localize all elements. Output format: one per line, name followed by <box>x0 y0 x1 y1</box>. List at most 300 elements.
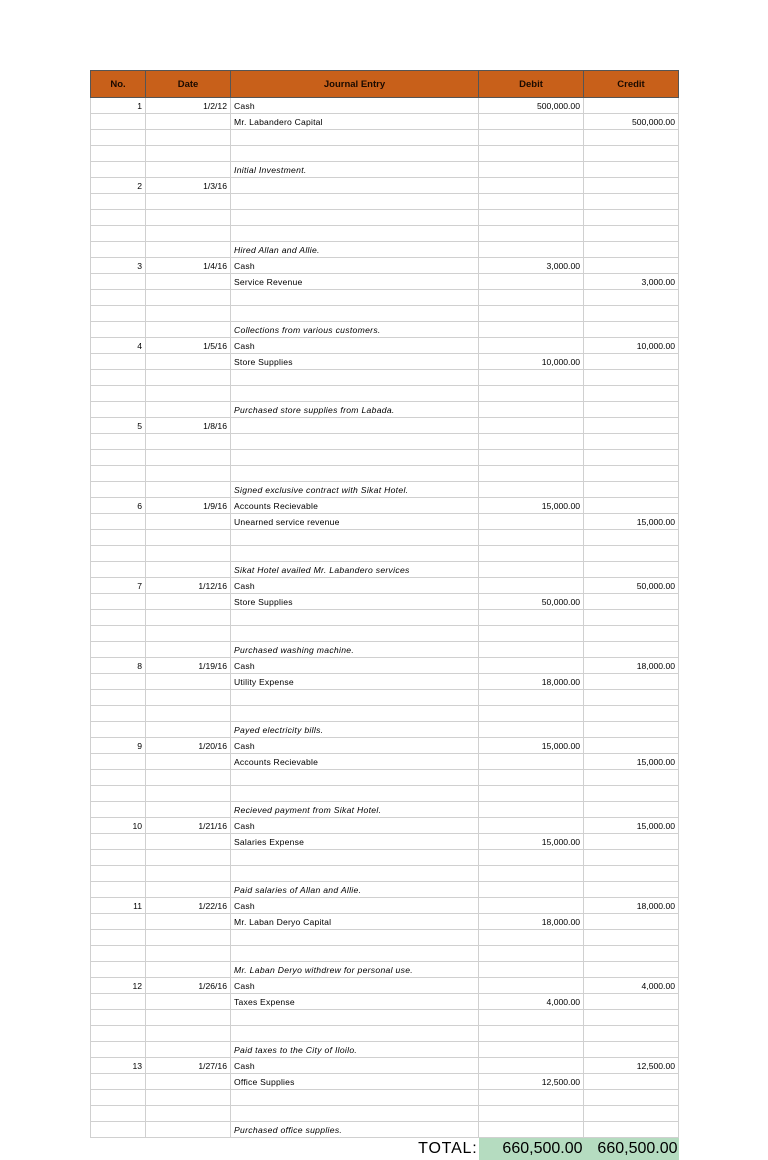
entry-date <box>146 274 231 290</box>
account-name: Accounts Recievable <box>231 754 479 770</box>
account-name <box>231 418 479 434</box>
empty-cell <box>146 146 231 162</box>
spacer-row <box>91 1090 679 1106</box>
empty-cell <box>479 546 584 562</box>
total-label: TOTAL: <box>231 1138 479 1160</box>
empty-cell <box>479 962 584 978</box>
journal-line-row <box>91 738 679 754</box>
account-name: Service Revenue <box>231 274 479 290</box>
account-name: Office Supplies <box>231 1074 479 1090</box>
entry-number: 7 <box>91 578 146 594</box>
empty-cell <box>231 866 479 882</box>
account-name: Cash <box>231 258 479 274</box>
empty-cell <box>584 546 679 562</box>
empty-cell <box>146 210 231 226</box>
account-name: Store Supplies <box>231 354 479 370</box>
empty-cell <box>479 386 584 402</box>
credit-amount <box>584 258 679 274</box>
empty-cell <box>146 466 231 482</box>
journal-line-row <box>91 194 679 210</box>
empty-cell <box>91 530 146 546</box>
entry-description: Signed exclusive contract with Sikat Hotel. <box>231 482 479 498</box>
debit-amount <box>479 754 584 770</box>
empty-cell <box>146 642 231 658</box>
empty-cell <box>231 770 479 786</box>
empty-cell <box>91 882 146 898</box>
empty-cell <box>91 130 146 146</box>
empty-cell <box>479 882 584 898</box>
journal-line-row <box>91 1074 679 1090</box>
debit-amount: 15,000.00 <box>479 738 584 754</box>
journal-line-row <box>91 354 679 370</box>
entry-description: Purchased office supplies. <box>231 1122 479 1138</box>
credit-amount <box>584 498 679 514</box>
empty-cell <box>584 1122 679 1138</box>
spacer-row <box>91 770 679 786</box>
empty-cell <box>231 610 479 626</box>
empty-cell <box>231 146 479 162</box>
empty-cell <box>146 786 231 802</box>
empty-cell <box>479 482 584 498</box>
empty-cell <box>91 306 146 322</box>
journal-line-row <box>91 274 679 290</box>
empty-cell <box>146 546 231 562</box>
empty-cell <box>91 786 146 802</box>
empty-cell <box>91 946 146 962</box>
spacer-row <box>91 146 679 162</box>
spacer-row <box>91 866 679 882</box>
entry-number <box>91 194 146 210</box>
note-row <box>91 562 679 578</box>
empty-cell <box>479 290 584 306</box>
entry-date: 1/27/16 <box>146 1058 231 1074</box>
entry-number <box>91 514 146 530</box>
debit-amount <box>479 514 584 530</box>
empty-cell <box>91 450 146 466</box>
spacer-row <box>91 450 679 466</box>
empty-cell <box>584 1042 679 1058</box>
empty-cell <box>231 1090 479 1106</box>
debit-amount: 10,000.00 <box>479 354 584 370</box>
entry-description: Mr. Laban Deryo withdrew for personal use. <box>231 962 479 978</box>
empty-cell <box>584 162 679 178</box>
debit-amount <box>479 418 584 434</box>
empty-cell <box>584 722 679 738</box>
entry-number: 2 <box>91 178 146 194</box>
journal-line-row <box>91 754 679 770</box>
entry-date <box>146 754 231 770</box>
entry-number: 9 <box>91 738 146 754</box>
empty-cell <box>479 226 584 242</box>
empty-cell <box>146 1026 231 1042</box>
spacer-row <box>91 386 679 402</box>
spacer-row <box>91 130 679 146</box>
empty-cell <box>146 530 231 546</box>
entry-date <box>146 114 231 130</box>
entry-number <box>91 674 146 690</box>
entry-description: Initial Investment. <box>231 162 479 178</box>
empty-cell <box>479 466 584 482</box>
empty-cell <box>584 706 679 722</box>
empty-cell <box>231 1106 479 1122</box>
empty-cell <box>146 162 231 178</box>
empty-cell <box>91 1010 146 1026</box>
entry-date <box>146 674 231 690</box>
entry-number <box>91 754 146 770</box>
debit-amount: 3,000.00 <box>479 258 584 274</box>
credit-amount <box>584 434 679 450</box>
note-row <box>91 482 679 498</box>
empty-cell <box>584 626 679 642</box>
empty-cell <box>584 226 679 242</box>
empty-cell <box>146 930 231 946</box>
empty-cell <box>584 242 679 258</box>
empty-cell <box>584 946 679 962</box>
account-name: Cash <box>231 978 479 994</box>
entry-number: 12 <box>91 978 146 994</box>
note-row <box>91 1122 679 1138</box>
entry-date <box>146 354 231 370</box>
empty-cell <box>146 290 231 306</box>
empty-cell <box>91 706 146 722</box>
empty-cell <box>91 210 146 226</box>
empty-cell <box>146 450 231 466</box>
journal-line-row <box>91 594 679 610</box>
empty-cell <box>91 146 146 162</box>
entry-date: 1/22/16 <box>146 898 231 914</box>
empty-cell <box>146 1010 231 1026</box>
entry-number <box>91 994 146 1010</box>
empty-cell <box>584 386 679 402</box>
spacer-row <box>91 1010 679 1026</box>
journal-table <box>90 70 679 1160</box>
empty-cell <box>479 370 584 386</box>
journal-line-row <box>91 898 679 914</box>
entry-number <box>91 834 146 850</box>
entry-date: 1/4/16 <box>146 258 231 274</box>
empty-cell <box>146 306 231 322</box>
entry-date <box>146 1074 231 1090</box>
note-row <box>91 242 679 258</box>
empty-cell <box>479 1010 584 1026</box>
empty-cell <box>231 306 479 322</box>
entry-number: 4 <box>91 338 146 354</box>
empty-cell <box>91 610 146 626</box>
account-name: Cash <box>231 818 479 834</box>
empty-cell <box>479 930 584 946</box>
empty-cell <box>231 546 479 562</box>
journal-line-row <box>91 498 679 514</box>
empty-cell <box>231 386 479 402</box>
empty-cell <box>479 242 584 258</box>
journal-line-row <box>91 418 679 434</box>
empty-cell <box>479 850 584 866</box>
empty-cell <box>479 450 584 466</box>
empty-cell <box>479 610 584 626</box>
spacer-row <box>91 546 679 562</box>
debit-amount <box>479 978 584 994</box>
entry-number: 11 <box>91 898 146 914</box>
empty-cell <box>231 690 479 706</box>
debit-amount <box>479 434 584 450</box>
empty-cell <box>146 242 231 258</box>
empty-cell <box>91 322 146 338</box>
empty-cell <box>91 626 146 642</box>
empty-cell <box>479 562 584 578</box>
empty-cell <box>584 786 679 802</box>
note-row <box>91 962 679 978</box>
account-name: Cash <box>231 1058 479 1074</box>
empty-cell <box>91 690 146 706</box>
spacer-row <box>91 690 679 706</box>
empty-cell <box>91 1106 146 1122</box>
note-row <box>91 402 679 418</box>
entry-date: 1/12/16 <box>146 578 231 594</box>
empty-cell <box>584 690 679 706</box>
debit-amount <box>479 114 584 130</box>
debit-amount <box>479 178 584 194</box>
spacer-row <box>91 930 679 946</box>
note-row <box>91 882 679 898</box>
empty-cell <box>91 850 146 866</box>
empty-cell <box>91 866 146 882</box>
account-name: Store Supplies <box>231 594 479 610</box>
empty-cell <box>479 626 584 642</box>
credit-amount <box>584 834 679 850</box>
header-debit: Debit <box>479 71 584 98</box>
spacer-row <box>91 786 679 802</box>
empty-cell <box>479 1090 584 1106</box>
empty-cell <box>146 946 231 962</box>
debit-amount <box>479 578 584 594</box>
spacer-row <box>91 626 679 642</box>
empty-cell <box>91 386 146 402</box>
credit-amount: 50,000.00 <box>584 578 679 594</box>
entry-date <box>146 594 231 610</box>
journal-line-row <box>91 178 679 194</box>
empty-cell <box>146 482 231 498</box>
total-empty-cell <box>91 1138 146 1160</box>
journal-line-row <box>91 434 679 450</box>
empty-cell <box>479 690 584 706</box>
empty-cell <box>91 1042 146 1058</box>
debit-amount: 18,000.00 <box>479 674 584 690</box>
entry-date: 1/2/12 <box>146 98 231 114</box>
empty-cell <box>584 482 679 498</box>
entry-description: Sikat Hotel availed Mr. Labandero services <box>231 562 479 578</box>
debit-amount <box>479 818 584 834</box>
empty-cell <box>146 770 231 786</box>
account-name: Cash <box>231 898 479 914</box>
entry-date: 1/21/16 <box>146 818 231 834</box>
empty-cell <box>479 146 584 162</box>
account-name <box>231 434 479 450</box>
entry-number <box>91 1074 146 1090</box>
journal-line-row <box>91 578 679 594</box>
note-row <box>91 802 679 818</box>
debit-amount: 15,000.00 <box>479 498 584 514</box>
journal-line-row <box>91 994 679 1010</box>
empty-cell <box>231 130 479 146</box>
empty-cell <box>231 1026 479 1042</box>
empty-cell <box>146 386 231 402</box>
spacer-row <box>91 850 679 866</box>
credit-amount: 15,000.00 <box>584 818 679 834</box>
empty-cell <box>146 626 231 642</box>
empty-cell <box>584 866 679 882</box>
empty-cell <box>146 610 231 626</box>
empty-cell <box>231 786 479 802</box>
debit-amount: 4,000.00 <box>479 994 584 1010</box>
credit-amount: 10,000.00 <box>584 338 679 354</box>
spacer-row <box>91 1106 679 1122</box>
entry-date: 1/8/16 <box>146 418 231 434</box>
empty-cell <box>146 850 231 866</box>
empty-cell <box>584 210 679 226</box>
journal-line-row <box>91 914 679 930</box>
credit-amount <box>584 994 679 1010</box>
empty-cell <box>479 402 584 418</box>
empty-cell <box>584 290 679 306</box>
empty-cell <box>146 802 231 818</box>
empty-cell <box>584 610 679 626</box>
empty-cell <box>231 1010 479 1026</box>
empty-cell <box>91 1090 146 1106</box>
debit-amount: 18,000.00 <box>479 914 584 930</box>
empty-cell <box>584 450 679 466</box>
account-name: Cash <box>231 338 479 354</box>
empty-cell <box>91 370 146 386</box>
entry-description: Hired Allan and Allie. <box>231 242 479 258</box>
spacer-row <box>91 946 679 962</box>
empty-cell <box>146 690 231 706</box>
spacer-row <box>91 706 679 722</box>
empty-cell <box>231 290 479 306</box>
credit-amount <box>584 418 679 434</box>
entry-date <box>146 994 231 1010</box>
account-name: Mr. Labandero Capital <box>231 114 479 130</box>
entry-number <box>91 114 146 130</box>
empty-cell <box>91 562 146 578</box>
credit-amount: 18,000.00 <box>584 898 679 914</box>
spacer-row <box>91 1026 679 1042</box>
account-name: Unearned service revenue <box>231 514 479 530</box>
empty-cell <box>584 370 679 386</box>
journal-line-row <box>91 98 679 114</box>
entry-number: 5 <box>91 418 146 434</box>
debit-amount: 15,000.00 <box>479 834 584 850</box>
empty-cell <box>479 1042 584 1058</box>
empty-cell <box>231 466 479 482</box>
empty-cell <box>146 866 231 882</box>
note-row <box>91 322 679 338</box>
debit-amount <box>479 194 584 210</box>
empty-cell <box>91 402 146 418</box>
credit-amount <box>584 914 679 930</box>
empty-cell <box>584 882 679 898</box>
empty-cell <box>479 802 584 818</box>
journal-body <box>91 98 679 1138</box>
empty-cell <box>91 722 146 738</box>
entry-description: Collections from various customers. <box>231 322 479 338</box>
empty-cell <box>231 930 479 946</box>
empty-cell <box>584 146 679 162</box>
account-name <box>231 194 479 210</box>
empty-cell <box>146 402 231 418</box>
entry-number: 8 <box>91 658 146 674</box>
debit-amount <box>479 274 584 290</box>
spacer-row <box>91 466 679 482</box>
empty-cell <box>146 962 231 978</box>
entry-date <box>146 434 231 450</box>
empty-cell <box>91 226 146 242</box>
credit-amount <box>584 178 679 194</box>
empty-cell <box>584 130 679 146</box>
empty-cell <box>146 1122 231 1138</box>
empty-cell <box>91 546 146 562</box>
spacer-row <box>91 306 679 322</box>
empty-cell <box>146 562 231 578</box>
empty-cell <box>584 402 679 418</box>
entry-number <box>91 434 146 450</box>
empty-cell <box>584 322 679 338</box>
empty-cell <box>231 946 479 962</box>
empty-cell <box>584 530 679 546</box>
empty-cell <box>91 642 146 658</box>
spacer-row <box>91 226 679 242</box>
total-row <box>91 1138 679 1160</box>
empty-cell <box>479 162 584 178</box>
empty-cell <box>146 722 231 738</box>
entry-date: 1/5/16 <box>146 338 231 354</box>
account-name <box>231 178 479 194</box>
total-debit: 660,500.00 <box>479 1138 584 1160</box>
entry-number <box>91 354 146 370</box>
credit-amount: 12,500.00 <box>584 1058 679 1074</box>
journal-sheet <box>90 70 678 1160</box>
account-name: Utility Expense <box>231 674 479 690</box>
credit-amount <box>584 194 679 210</box>
journal-line-row <box>91 978 679 994</box>
debit-amount <box>479 338 584 354</box>
entry-number: 6 <box>91 498 146 514</box>
note-row <box>91 722 679 738</box>
credit-amount: 3,000.00 <box>584 274 679 290</box>
empty-cell <box>146 322 231 338</box>
empty-cell <box>91 290 146 306</box>
empty-cell <box>146 1090 231 1106</box>
spacer-row <box>91 610 679 626</box>
debit-amount: 50,000.00 <box>479 594 584 610</box>
empty-cell <box>479 786 584 802</box>
credit-amount: 500,000.00 <box>584 114 679 130</box>
empty-cell <box>146 882 231 898</box>
spacer-row <box>91 370 679 386</box>
credit-amount: 4,000.00 <box>584 978 679 994</box>
entry-description: Paid taxes to the City of Iloilo. <box>231 1042 479 1058</box>
empty-cell <box>584 562 679 578</box>
empty-cell <box>91 1122 146 1138</box>
credit-amount <box>584 1074 679 1090</box>
header-date: Date <box>146 71 231 98</box>
empty-cell <box>479 1122 584 1138</box>
empty-cell <box>479 722 584 738</box>
empty-cell <box>479 306 584 322</box>
entry-date: 1/9/16 <box>146 498 231 514</box>
note-row <box>91 642 679 658</box>
empty-cell <box>146 226 231 242</box>
spacer-row <box>91 290 679 306</box>
